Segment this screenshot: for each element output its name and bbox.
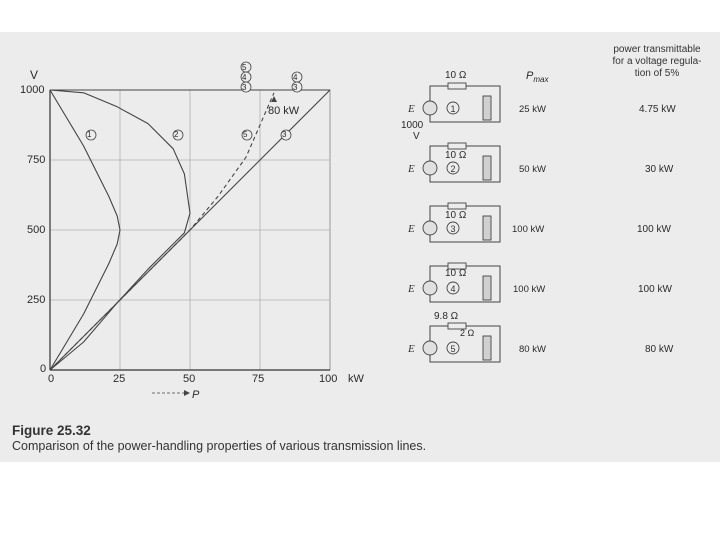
circuit-number-5: 5 <box>450 344 456 354</box>
resistance-label-2: 10 Ω <box>445 150 467 161</box>
regulation-header-line-3: tion of 5% <box>634 68 680 79</box>
marker-1: 1 <box>87 130 92 139</box>
line-impedance-2 <box>448 143 466 149</box>
resistance-label-4: 10 Ω <box>445 268 467 279</box>
circuit-number-4: 4 <box>450 284 456 294</box>
source-label-4: E <box>408 283 415 295</box>
load-3 <box>483 216 491 240</box>
marker-top-3: 3 <box>242 83 247 92</box>
resistance-label-3: 10 Ω <box>445 210 467 221</box>
source-label-5: E <box>408 343 415 355</box>
line-impedance-1 <box>448 83 466 89</box>
circuit-number-1: 1 <box>450 104 456 114</box>
x-tick-100: 100 <box>319 373 338 385</box>
regulation-header-line-2: for a voltage regula- <box>612 56 702 67</box>
regulation-header <box>598 44 716 80</box>
y-tick-0: 0 <box>40 363 47 375</box>
y-tick-1000: 1000 <box>20 84 45 96</box>
marker-right-3: 3 <box>293 83 298 92</box>
marker-top-5: 5 <box>242 63 247 72</box>
reg-value-5: 80 kW <box>645 344 674 355</box>
figure-caption: Comparison of the power-handling properties of various transmission lines. <box>12 439 427 453</box>
source-unit: V <box>413 131 420 142</box>
p-arrow-head <box>184 390 190 396</box>
x-unit-label: kW <box>348 373 364 385</box>
source-1 <box>423 101 437 115</box>
reg-value-3: 100 kW <box>637 224 671 235</box>
source-4 <box>423 281 437 295</box>
reg-value-4: 100 kW <box>638 284 672 295</box>
x-tick-50: 50 <box>183 373 196 385</box>
regulation-header-line-1: power transmittable <box>613 44 701 55</box>
load-4 <box>483 276 491 300</box>
reg-value-2: 30 kW <box>645 164 674 175</box>
x-tick-75: 75 <box>252 373 265 385</box>
load-2 <box>483 156 491 180</box>
pmax-value-1: 25 kW <box>519 104 546 115</box>
y-tick-750: 750 <box>27 154 46 166</box>
reg-value-1: 4.75 kW <box>639 104 676 115</box>
source-2 <box>423 161 437 175</box>
marker-5: 5 <box>243 130 248 139</box>
annotation-80kw: 80 kW <box>268 105 300 117</box>
y-tick-250: 250 <box>27 294 46 306</box>
y-axis-label: V <box>30 68 39 82</box>
pmax-value-3: 100 kW <box>512 224 545 235</box>
source-3 <box>423 221 437 235</box>
marker-2: 2 <box>174 130 179 139</box>
source-label-2: E <box>408 163 415 175</box>
load-1 <box>483 96 491 120</box>
source-5 <box>423 341 437 355</box>
source-voltage: 1000 <box>401 120 424 131</box>
pmax-header: $P_{max}$ <box>526 70 549 85</box>
circuit-number-3: 3 <box>450 224 456 234</box>
y-tick-500: 500 <box>27 224 46 236</box>
x-tick-0: 0 <box>48 373 55 385</box>
x-axis-label: P <box>192 389 200 401</box>
resistance-label-5: 9.8 Ω <box>434 311 459 322</box>
pmax-value-5: 80 kW <box>519 344 546 355</box>
load-5 <box>483 336 491 360</box>
figure-title: Figure 25.32 <box>12 423 91 438</box>
x-tick-25: 25 <box>113 373 126 385</box>
pmax-value-4: 100 kW <box>513 284 546 295</box>
circuit-number-2: 2 <box>450 164 456 174</box>
series-5-line <box>50 93 274 370</box>
marker-right-4: 4 <box>293 73 298 82</box>
marker-3: 3 <box>282 130 287 139</box>
resistance-label-5b: 2 Ω <box>460 328 475 338</box>
pmax-value-2: 50 kW <box>519 164 546 175</box>
marker-top-4: 4 <box>242 73 247 82</box>
resistance-label-1: 10 Ω <box>445 70 467 81</box>
line-impedance-3 <box>448 203 466 209</box>
source-label-1: E <box>408 103 415 115</box>
source-label-3: E <box>408 223 415 235</box>
